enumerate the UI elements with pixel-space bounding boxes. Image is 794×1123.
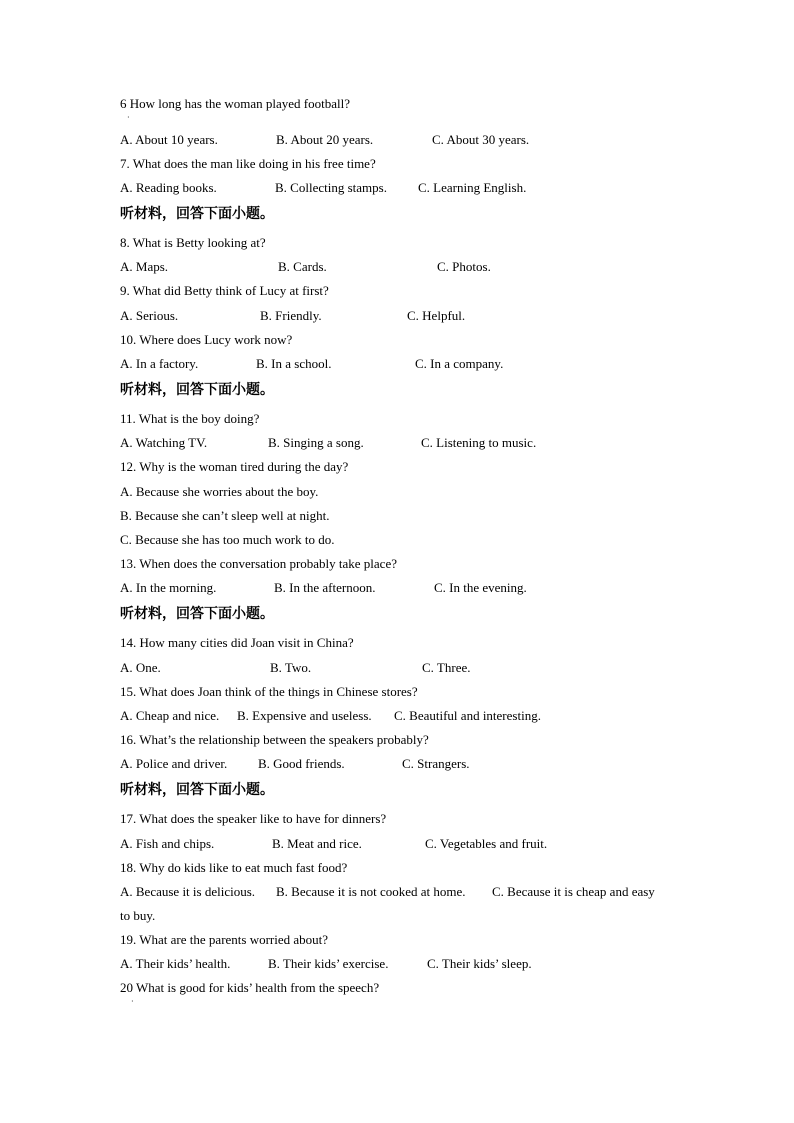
option-a[interactable]: A. About 10 years. <box>120 132 218 147</box>
option-b[interactable]: B. Collecting stamps. <box>275 180 387 195</box>
option-a[interactable]: A. One. <box>120 660 161 675</box>
option-a[interactable]: A. Because it is delicious. <box>120 884 256 899</box>
question-15: 15. What does Joan think of the things in Chinese stores? <box>120 684 418 699</box>
option-c[interactable]: C. Because she has too much work to do. <box>120 532 335 547</box>
question-6: 6 How long has the woman played football? <box>120 96 350 111</box>
option-b[interactable]: B. Two. <box>270 660 312 675</box>
question-7: 7. What does the man like doing in his free time? <box>120 156 376 171</box>
option-c[interactable]: C. Three. <box>422 660 471 675</box>
option-b[interactable]: B. Friendly. <box>260 308 322 323</box>
question-10: 10. Where does Lucy work now? <box>120 332 293 347</box>
question-19: 19. What are the parents worried about? <box>120 932 329 947</box>
section-heading: 听材料，回答下面小题。 <box>120 782 274 798</box>
dot-mark: · <box>131 997 134 1006</box>
option-a[interactable]: A. Their kids’ health. <box>120 956 231 971</box>
question-17: 17. What does the speaker like to have for dinners? <box>120 811 387 826</box>
option-c[interactable]: C. About 30 years. <box>432 132 530 147</box>
option-a[interactable]: A. In the morning. <box>120 580 217 595</box>
option-b[interactable]: B. In the afternoon. <box>274 580 376 595</box>
dot-mark: · <box>127 113 130 122</box>
option-b[interactable]: B. In a school. <box>256 356 332 371</box>
question-13: 13. When does the conversation probably take place? <box>120 556 397 571</box>
option-b[interactable]: B. About 20 years. <box>276 132 374 147</box>
question-20: 20 What is good for kids’ health from the speech? <box>120 980 380 995</box>
option-c[interactable]: C. Strangers. <box>402 756 470 771</box>
option-c[interactable]: C. Beautiful and interesting. <box>394 708 541 723</box>
option-b[interactable]: B. Cards. <box>278 259 327 274</box>
option-c[interactable]: C. Vegetables and fruit. <box>425 836 548 851</box>
question-9: 9. What did Betty think of Lucy at first? <box>120 283 329 298</box>
option-b[interactable]: B. Singing a song. <box>268 435 364 450</box>
option-a[interactable]: A. Watching TV. <box>120 435 208 450</box>
option-c[interactable]: C. Listening to music. <box>421 435 537 450</box>
question-12: 12. Why is the woman tired during the day? <box>120 459 349 474</box>
option-a[interactable]: A. Cheap and nice. <box>120 708 220 723</box>
option-c[interactable]: C. Learning English. <box>418 180 527 195</box>
option-c[interactable]: C. Photos. <box>437 259 491 274</box>
question-8: 8. What is Betty looking at? <box>120 235 266 250</box>
option-c[interactable]: C. In the evening. <box>434 580 527 595</box>
option-b[interactable]: B. Expensive and useless. <box>237 708 372 723</box>
option-c[interactable]: C. Their kids’ sleep. <box>427 956 532 971</box>
question-14: 14. How many cities did Joan visit in China? <box>120 635 354 650</box>
option-c[interactable]: C. In a company. <box>415 356 504 371</box>
option-a[interactable]: A. Police and driver. <box>120 756 228 771</box>
question-18: 18. Why do kids like to eat much fast food? <box>120 860 348 875</box>
option-a[interactable]: A. Maps. <box>120 259 169 274</box>
question-11: 11. What is the boy doing? <box>120 411 260 426</box>
option-a[interactable]: A. Fish and chips. <box>120 836 215 851</box>
option-a[interactable]: A. Reading books. <box>120 180 217 195</box>
option-a[interactable]: A. Serious. <box>120 308 179 323</box>
question-16: 16. What’s the relationship between the speakers probably? <box>120 732 429 747</box>
section-heading: 听材料，回答下面小题。 <box>120 206 274 222</box>
option-b[interactable]: B. Their kids’ exercise. <box>268 956 389 971</box>
option-c[interactable]: C. Helpful. <box>407 308 466 323</box>
option-c-continuation: to buy. <box>120 908 156 923</box>
section-heading: 听材料，回答下面小题。 <box>120 606 274 622</box>
option-a[interactable]: A. In a factory. <box>120 356 199 371</box>
section-heading: 听材料，回答下面小题。 <box>120 382 274 398</box>
option-c[interactable]: C. Because it is cheap and easy <box>492 884 655 899</box>
option-b[interactable]: B. Good friends. <box>258 756 345 771</box>
option-b[interactable]: B. Because she can’t sleep well at night. <box>120 508 330 523</box>
option-b[interactable]: B. Because it is not cooked at home. <box>276 884 466 899</box>
option-b[interactable]: B. Meat and rice. <box>272 836 362 851</box>
option-a[interactable]: A. Because she worries about the boy. <box>120 484 319 499</box>
